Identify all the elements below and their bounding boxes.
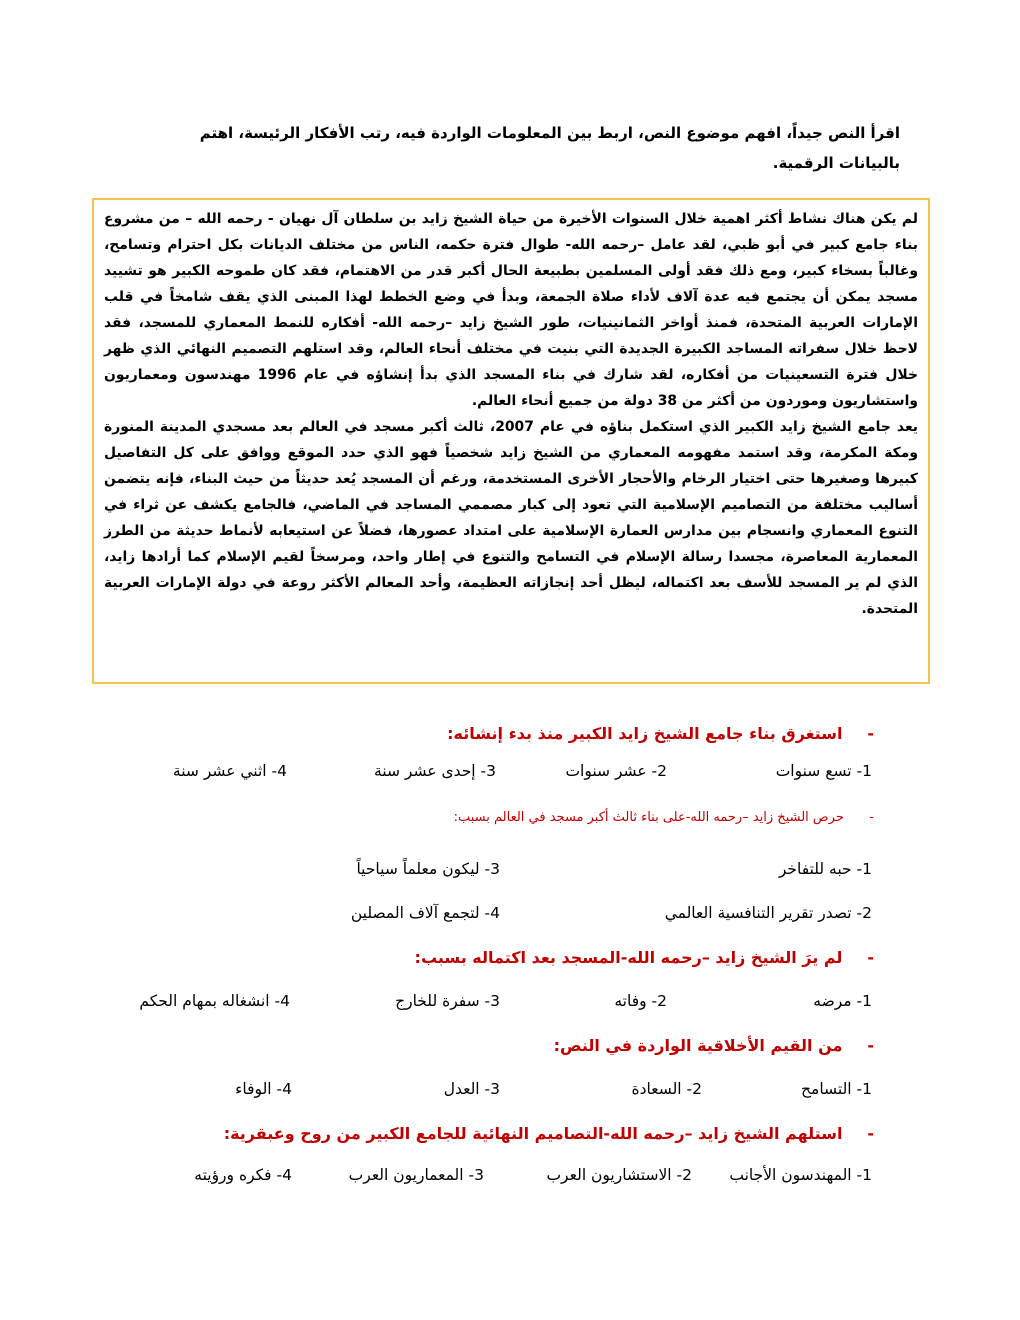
question-bullet: - xyxy=(867,948,874,967)
q1-option-1[interactable]: 1- تسع سنوات xyxy=(775,762,872,780)
question-2-text: حرص الشيخ زايد –رحمه الله-على بناء ثالث أكبر مسجد في العالم بسبب: xyxy=(453,810,844,825)
question-4-text: من القيم الأخلاقية الواردة في النص: xyxy=(553,1036,843,1055)
q3-option-1[interactable]: 1- مرضه xyxy=(813,992,872,1010)
q2-option-1[interactable]: 1- حبه للتفاخر xyxy=(778,860,872,878)
question-5 xyxy=(60,1124,874,1143)
passage-paragraph-1: لم يكن هناك نشاط أكثر اهمية خلال السنوات الأخيرة من حياة الشيخ زايد بن سلطان آل نهيان - رحمه الله – من مشروع بناء جامع كبير في أبو ظبي، لقد عامل –رحمه الله- طوال فترة حكمه، الناس من مختلف الديانات بكل احترام وتسامح، وغالباً بسخاء كبير، ومع ذلك فقد أولى المسلمين بطبيعة الحال أكبر قدر من الاهتمام، فقد كان طموحه الكبير هو تشييد مسجد يمكن أن يجتمع فيه عدة آلاف لأداء صلاة الجمعة، وبدأ في وضع الخطط لهذا المبنى الذي يقف شامخاً في قلب الإمارات العربية المتحدة، فمنذ أواخر الثمانينيات، طور الشيخ زايد –رحمه الله- أفكاره للنمط المعماري للمسجد، فقد لاحظ خلال سفراته المساجد الكبيرة الجديدة التي بنيت في مختلف أنحاء العالم، وقد استلهم التصميم النهائي الذي ظهر خلال فترة التسعينيات من أفكاره، لقد شارك في بناء المسجد الذي بدأ إنشاؤه في عام 1996 مهندسون ومعماريون واستشاريون وموردون من أكثر من 38 دولة من جميع أنحاء العالم. xyxy=(104,211,918,409)
q3-option-2[interactable]: 2- وفاته xyxy=(614,992,667,1010)
question-bullet: - xyxy=(867,724,874,743)
q5-option-3[interactable]: 3- المعماريون العرب xyxy=(348,1166,484,1184)
question-bullet: - xyxy=(867,1124,874,1143)
q2-option-2[interactable]: 2- تصدر تقرير التنافسية العالمي xyxy=(664,904,872,922)
q3-option-3[interactable]: 3- سفرة للخارج xyxy=(395,992,500,1010)
q1-option-3[interactable]: 3- إحدى عشر سنة xyxy=(373,762,496,780)
q1-option-4[interactable]: 4- اثني عشر سنة xyxy=(172,762,287,780)
q3-option-4[interactable]: 4- انشغاله بمهام الحكم xyxy=(139,992,290,1010)
question-bullet: - xyxy=(867,1036,874,1055)
question-2 xyxy=(60,810,874,825)
q4-option-1[interactable]: 1- التسامح xyxy=(801,1080,872,1098)
q2-option-3[interactable]: 3- ليكون معلماً سياحياً xyxy=(356,860,500,878)
question-bullet: - xyxy=(869,810,874,825)
question-1 xyxy=(60,724,874,743)
passage-paragraph-2: يعد جامع الشيخ زايد الكبير الذي استكمل بناؤه في عام 2007، ثالث أكبر مسجد في العالم بعد مسجدي المدينة المنورة ومكة المكرمة، وقد استمد مفهومه المعماري من الشيخ زايد شخصياً فهو الذي حدد الموقع ووافق على كل التفاصيل كبيرها وصغيرها حتى اختيار الرخام والأحجار الأخرى المستخدمة، ورغم أن المسجد يُعد حديثاً من حيث البناء، فإنه يتضمن أساليب مختلفة من التصاميم الإسلامية التي تعود إلى كبار مصممي المساجد في الماضي، فالجامع يكشف عن ثراء في التنوع المعماري وانسجام بين مدارس العمارة الإسلامية على امتداد عصورها، فضلاً عن استيعابه لأنماط حديثة من الطرز المعمارية المعاصرة، مجسدا رسالة الإسلام في التسامح والتنوع في إطار واحد، ومرسخاً لقيم الإسلام كما أرادها زايد، الذي لم ير المسجد للأسف بعد اكتماله، ليظل أحد إنجازاته العظيمة، وأحد المعالم الأكثر روعة في دولة الإمارات العربية المتحدة. xyxy=(104,419,918,617)
question-5-text: استلهم الشيخ زايد –رحمه الله-التصاميم النهائية للجامع الكبير من روح وعبقرية: xyxy=(223,1124,843,1143)
q4-option-2[interactable]: 2- السعادة xyxy=(631,1080,702,1098)
q4-option-3[interactable]: 3- العدل xyxy=(443,1080,500,1098)
q2-option-4[interactable]: 4- لتجمع آلاف المصلين xyxy=(350,904,500,922)
q5-option-1[interactable]: 1- المهندسون الأجانب xyxy=(729,1166,872,1184)
q1-option-2[interactable]: 2- عشر سنوات xyxy=(565,762,667,780)
instructions-text: اقرأ النص جيداً، افهم موضوع النص، اربط بين المعلومات الواردة فيه، رتب الأفكار الرئيسة، اهتم بالبيانات الرقمية. xyxy=(199,124,900,172)
q5-option-4[interactable]: 4- فكره ورؤيته xyxy=(194,1166,292,1184)
reading-passage-box xyxy=(92,198,930,684)
question-1-text: استغرق بناء جامع الشيخ زايد الكبير منذ بدء إنشائه: xyxy=(447,724,843,743)
q5-option-2[interactable]: 2- الاستشاريون العرب xyxy=(546,1166,692,1184)
question-3 xyxy=(60,948,874,967)
question-4 xyxy=(60,1036,874,1055)
question-3-text: لم يرَ الشيخ زايد –رحمه الله-المسجد بعد اكتماله بسبب: xyxy=(414,948,843,967)
q4-option-4[interactable]: 4- الوفاء xyxy=(235,1080,292,1098)
